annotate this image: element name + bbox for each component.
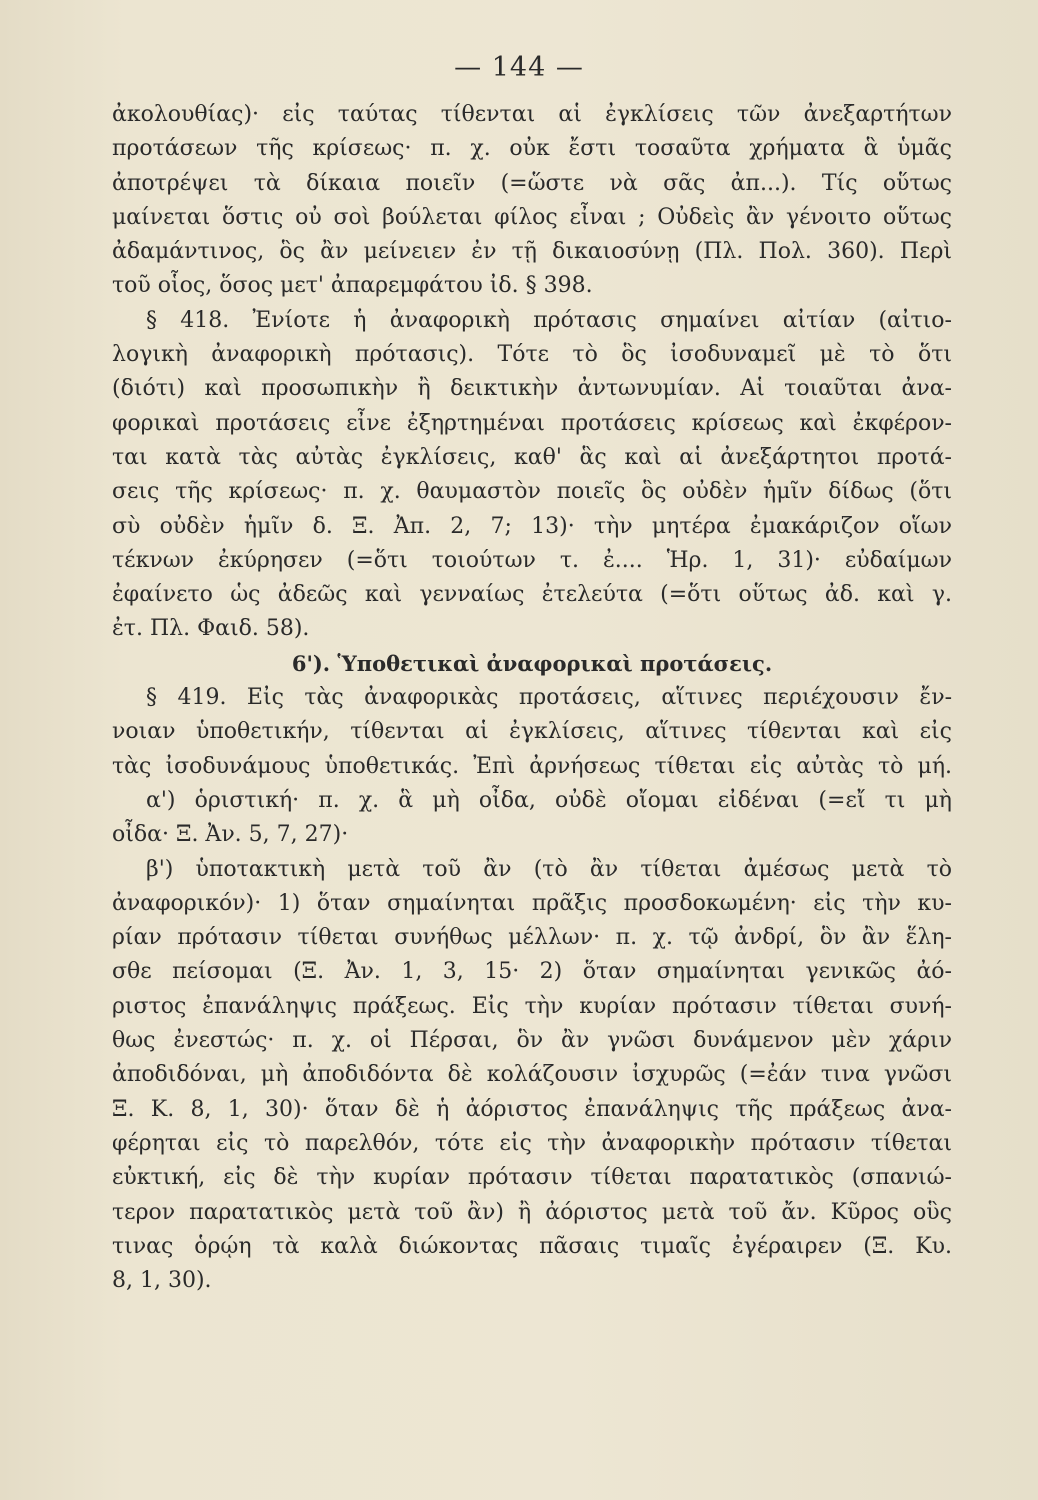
section-heading: 6'). Ὑποθετικαὶ ἀναφορικαὶ προτάσεις. xyxy=(291,650,773,676)
text-line: τοῦ οἷος, ὅσος μετ' ἀπαρεμφάτου ἰδ. § 398. xyxy=(112,273,593,299)
text-line: οἶδα· Ξ. Ἀν. 5, 7, 27)· xyxy=(112,822,349,848)
paragraph-419-start: § 419. Εἰς τὰς ἀναφορικὰς προτάσεις, αἵτινες περιέχουσιν ἔν- xyxy=(146,685,952,711)
text-line: τερον παρατατικὸς μετὰ τοῦ ἂν) ἢ ἀόριστος μετὰ τοῦ ἄν. Κῦρος οὓς xyxy=(112,1199,952,1225)
text-line: Ξ. Κ. 8, 1, 30)· ὅταν δὲ ἡ ἀόριστος ἐπανάληψις τῆς πράξεως ἀνα- xyxy=(112,1096,952,1122)
text-line: ἀκολουθίας)· εἰς ταύτας τίθενται αἱ ἐγκλίσεις τῶν ἀνεξαρτήτων xyxy=(112,102,952,127)
text-line: μαίνεται ὅστις οὐ σοὶ βούλεται φίλος εἶναι ; Οὐδεὶς ἂν γένοιτο οὕτως xyxy=(112,204,952,230)
page-number: — 144 — xyxy=(454,52,584,83)
text-line: ρίαν πρότασιν τίθεται συνήθως μέλλων· π. χ. τῷ ἀνδρί, ὃν ἂν ἕλη- xyxy=(112,925,952,951)
text-line: ται κατὰ τὰς αὐτὰς ἐγκλίσεις, καθ' ἃς καὶ αἱ ἀνεξάρτητοι προτά- xyxy=(112,444,952,470)
text-line: α') ὁριστική· π. χ. ἃ μὴ οἶδα, οὐδὲ οἴομαι εἰδέναι (=εἴ τι μὴ xyxy=(146,787,952,813)
text-line: ριστος ἐπανάληψις πράξεως. Εἰς τὴν κυρίαν πρότασιν τίθεται συνή- xyxy=(112,993,952,1019)
text-line: β') ὑποτακτικὴ μετὰ τοῦ ἂν (τὸ ἂν τίθεται ἀμέσως μετὰ τὸ xyxy=(146,856,952,882)
text-line: λογικὴ ἀναφορικὴ πρότασις). Τότε τὸ ὃς ἰσοδυναμεῖ μὲ τὸ ὅτι xyxy=(112,342,952,368)
text-line: προτάσεων τῆς κρίσεως· π. χ. οὐκ ἔστι τοσαῦτα χρήματα ἃ ὑμᾶς xyxy=(112,136,952,162)
text-line: τέκνων ἐκύρησεν (=ὅτι τοιούτων τ. ἐ.... Ἡρ. 1, 31)· εὐδαίμων xyxy=(112,547,952,573)
text-line: (διότι) καὶ προσωπικὴν ἢ δεικτικὴν ἀντωνυμίαν. Αἱ τοιαῦται ἀνα- xyxy=(112,376,952,402)
text-line: φορικαὶ προτάσεις εἶνε ἐξηρτημέναι προτάσεις κρίσεως καὶ ἐκφέρον- xyxy=(112,410,952,436)
body-text xyxy=(112,98,952,1298)
text-line: σθε πείσομαι (Ξ. Ἀν. 1, 3, 15· 2) ὅταν σημαίνηται γενικῶς ἀό- xyxy=(112,959,952,985)
text-line: ἀδαμάντινος, ὃς ἂν μείνειεν ἐν τῇ δικαιοσύνῃ (Πλ. Πολ. 360). Περὶ xyxy=(112,239,952,265)
text-line: ἀποτρέψει τὰ δίκαια ποιεῖν (=ὥστε νὰ σᾶς ἀπ...). Τίς οὕτως xyxy=(112,170,952,196)
text-line: εὐκτική, εἰς δὲ τὴν κυρίαν πρότασιν τίθεται παρατατικὸς (σπανιώ- xyxy=(112,1165,952,1191)
text-line: νοιαν ὑποθετικήν, τίθενται αἱ ἐγκλίσεις, αἵτινες τίθενται καὶ εἰς xyxy=(112,719,952,745)
text-line: ἐφαίνετο ὡς ἀδεῶς καὶ γενναίως ἐτελεύτα (=ὅτι οὕτως ἀδ. καὶ γ. xyxy=(112,582,952,608)
text-line: σὺ οὐδὲν ἡμῖν δ. Ξ. Ἀπ. 2, 7; 13)· τὴν μητέρα ἐμακάριζον οἵων xyxy=(112,513,952,539)
text-line: ἐτ. Πλ. Φαιδ. 58). xyxy=(112,616,310,642)
text-line: τινας ὁρῴη τὰ καλὰ διώκοντας πᾶσαις τιμαῖς ἐγέραιρεν (Ξ. Κυ. xyxy=(112,1233,952,1259)
text-line: θως ἐνεστώς· π. χ. οἱ Πέρσαι, ὃν ἂν γνῶσι δυνάμενον μὲν χάριν xyxy=(112,1028,952,1054)
text-line: ἀναφορικόν)· 1) ὅταν σημαίνηται πρᾶξις προσδοκωμένη· εἰς τὴν κυ- xyxy=(112,890,952,916)
text-line: φέρηται εἰς τὸ παρελθόν, τότε εἰς τὴν ἀναφορικὴν πρότασιν τίθεται xyxy=(112,1130,952,1156)
text-line: ἀποδιδόναι, μὴ ἀποδιδόντα δὲ κολάζουσιν ἰσχυρῶς (=ἐάν τινα γνῶσι xyxy=(112,1062,952,1088)
text-line: σεις τῆς κρίσεως· π. χ. θαυμαστὸν ποιεῖς ὃς οὐδὲν ἡμῖν δίδως (ὅτι xyxy=(112,479,952,505)
text-line: 8, 1, 30). xyxy=(112,1268,212,1294)
text-line: τὰς ἰσοδυνάμους ὑποθετικάς. Ἐπὶ ἀρνήσεως τίθεται εἰς αὐτὰς τὸ μή. xyxy=(112,753,952,779)
paragraph-418-start: § 418. Ἐνίοτε ἡ ἀναφορικὴ πρότασις σημαίνει αἰτίαν (αἰτιο- xyxy=(146,307,952,333)
